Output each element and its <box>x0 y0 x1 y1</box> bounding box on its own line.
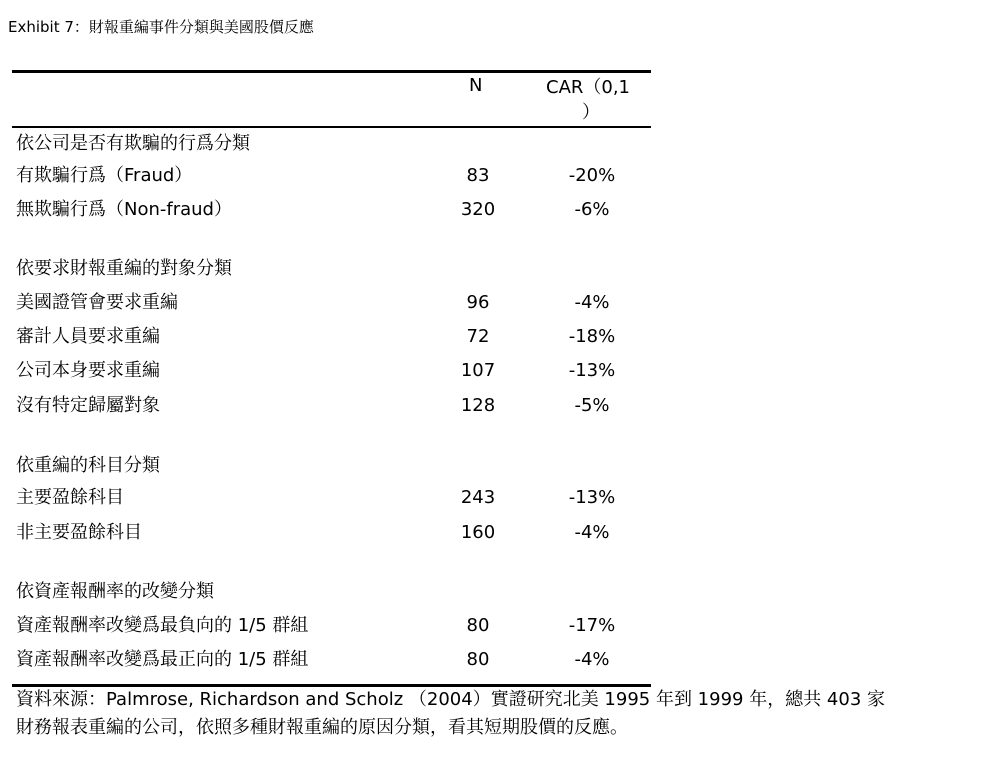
row-car: -4% <box>574 649 610 670</box>
table-row <box>0 392 660 420</box>
table-row <box>0 196 660 224</box>
row-label: 非主要盈餘科目 <box>16 522 142 543</box>
row-n: 160 <box>460 522 496 543</box>
row-label: 主要盈餘科目 <box>16 487 124 508</box>
row-car: -18% <box>568 326 616 347</box>
table-top-rule <box>12 70 651 73</box>
row-n: 80 <box>466 649 490 670</box>
row-n: 96 <box>466 292 490 313</box>
row-car: -13% <box>568 487 616 508</box>
table-row <box>0 323 660 351</box>
row-label: 審計人員要求重編 <box>16 326 160 347</box>
group-heading-row <box>0 578 660 606</box>
source-note-line-2: 財務報表重編的公司，依照多種財報重編的原因分類，看其短期股價的反應。 <box>16 717 628 738</box>
row-car: -4% <box>574 292 610 313</box>
row-label: 美國證管會要求重編 <box>16 292 178 313</box>
table-row <box>0 357 660 385</box>
group-heading: 依要求財報重編的對象分類 <box>16 258 232 279</box>
group-heading-row <box>0 130 660 158</box>
row-car: -5% <box>574 395 610 416</box>
row-n: 83 <box>466 165 490 186</box>
row-label: 沒有特定歸屬對象 <box>16 395 160 416</box>
table-header-rule <box>12 126 651 128</box>
source-note-line-1: 資料來源：Palmrose, Richardson and Scholz （2004）實證研究北美 1995 年到 1999 年，總共 403 家 <box>16 689 886 710</box>
group-heading: 依重編的科目分類 <box>16 455 160 476</box>
row-n: 80 <box>466 615 490 636</box>
row-n: 107 <box>460 360 496 381</box>
group-heading-row <box>0 255 660 283</box>
row-label: 公司本身要求重編 <box>16 360 160 381</box>
column-header-car-continued: ） <box>582 102 600 123</box>
row-car: -17% <box>568 615 616 636</box>
group-heading: 依公司是否有欺騙的行爲分類 <box>16 133 250 154</box>
column-header-car: CAR（0,1 <box>546 77 631 98</box>
row-label: 無欺騙行爲（Non-fraud） <box>16 199 232 220</box>
row-n: 243 <box>460 487 496 508</box>
table-row <box>0 519 660 547</box>
exhibit-title: Exhibit 7：財報重編事件分類與美國股價反應 <box>8 18 314 36</box>
row-n: 128 <box>460 395 496 416</box>
row-label: 資產報酬率改變爲最正向的 1/5 群組 <box>16 649 309 670</box>
row-n: 72 <box>466 326 490 347</box>
row-label: 有欺騙行爲（Fraud） <box>16 165 193 186</box>
group-heading-row <box>0 452 660 480</box>
group-heading: 依資產報酬率的改變分類 <box>16 581 214 602</box>
row-car: -20% <box>568 165 616 186</box>
table-row <box>0 646 660 674</box>
row-label: 資產報酬率改變爲最負向的 1/5 群組 <box>16 615 309 636</box>
row-car: -4% <box>574 522 610 543</box>
row-car: -13% <box>568 360 616 381</box>
table-row <box>0 289 660 317</box>
table-row <box>0 484 660 512</box>
row-n: 320 <box>460 199 496 220</box>
table-row <box>0 162 660 190</box>
row-car: -6% <box>574 199 610 220</box>
column-header-n: N <box>469 75 483 96</box>
table-row <box>0 612 660 640</box>
